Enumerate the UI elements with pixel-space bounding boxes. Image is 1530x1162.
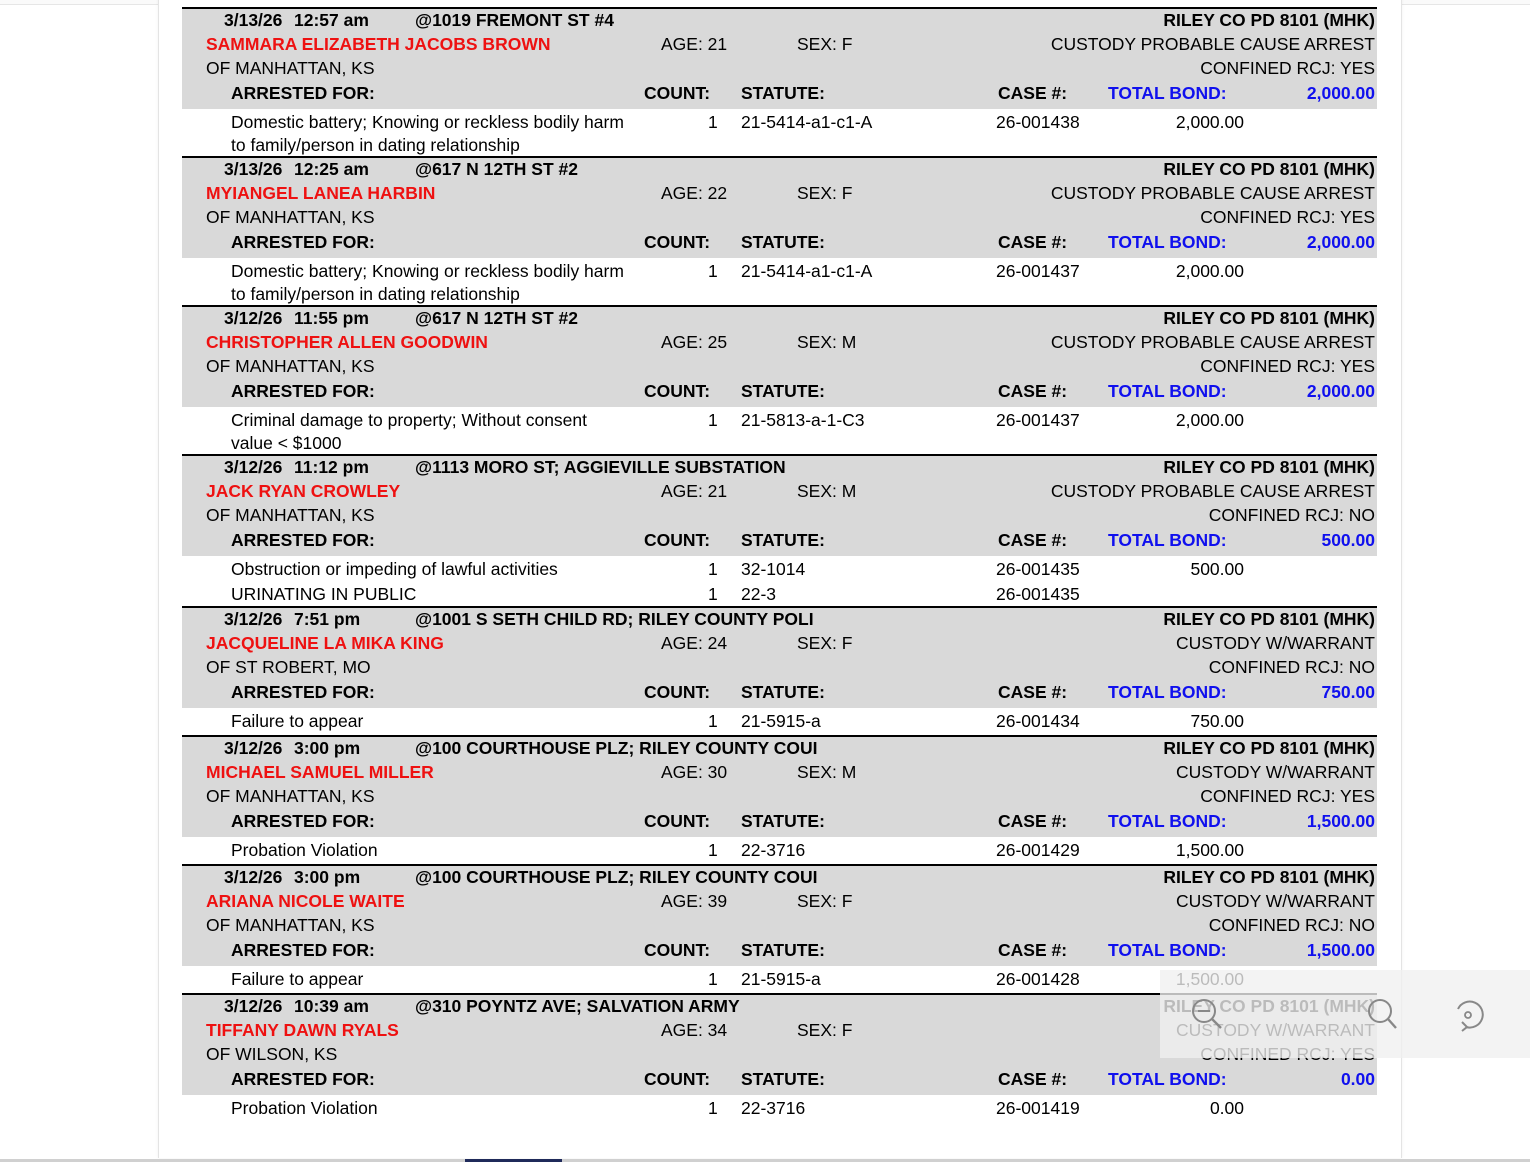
zoom-out-icon[interactable]	[1190, 997, 1224, 1031]
image-viewer-toolbar	[1160, 970, 1530, 1058]
count-header: COUNT:	[644, 811, 711, 831]
total-bond-header: TOTAL BOND:	[1108, 381, 1227, 401]
charge-description: Failure to appear	[231, 711, 364, 731]
arrested-for-header: ARRESTED FOR:	[231, 811, 375, 831]
custody-type: CUSTODY W/WARRANT	[1176, 891, 1375, 911]
statute-header: STATUTE:	[741, 682, 825, 702]
arrestee-sex: SEX: M	[797, 762, 857, 782]
statute-header: STATUTE:	[741, 940, 825, 960]
charge-statute: 22-3716	[741, 840, 806, 860]
arrestee-age: AGE: 30	[661, 762, 728, 782]
charge-statute: 21-5414-a1-c1-A	[741, 112, 873, 132]
charge-row	[182, 258, 1377, 304]
arrestee-age: AGE: 39	[661, 891, 728, 911]
charge-description: Failure to appear	[231, 969, 364, 989]
charges-list	[182, 708, 1377, 735]
charge-case-number: 26-001438	[996, 112, 1080, 132]
charge-bond: 500.00	[1190, 559, 1244, 579]
charge-statute: 22-3	[741, 584, 777, 604]
charge-count: 1	[708, 1098, 718, 1118]
total-bond-value: 2,000.00	[1306, 83, 1375, 103]
arrest-location: @1113 MORO ST; AGGIEVILLE SUBSTATION	[415, 457, 786, 477]
charges-list	[182, 556, 1377, 606]
charges-list	[182, 837, 1377, 864]
charge-row	[182, 407, 1377, 453]
arrested-for-header: ARRESTED FOR:	[231, 83, 375, 103]
charge-description: Domestic battery; Knowing or reckless bodily harm to family/person in dating relationship	[231, 261, 624, 304]
arrest-date: 3/12/26	[224, 308, 283, 328]
charge-count: 1	[708, 410, 718, 430]
arresting-agency: RILEY CO PD 8101 (MHK)	[1163, 609, 1375, 629]
arrest-date: 3/13/26	[224, 159, 283, 179]
confined-status: CONFINED RCJ: NO	[1208, 505, 1375, 525]
case-header: CASE #:	[998, 1069, 1068, 1089]
arrest-date: 3/12/26	[224, 609, 283, 629]
confined-status: CONFINED RCJ: YES	[1200, 58, 1375, 78]
arrested-for-header: ARRESTED FOR:	[231, 1069, 375, 1089]
arrestee-sex: SEX: F	[797, 1020, 853, 1040]
record-header	[182, 864, 1377, 966]
case-header: CASE #:	[998, 381, 1068, 401]
arrest-location: @617 N 12TH ST #2	[415, 308, 578, 328]
confined-status: CONFINED RCJ: NO	[1208, 657, 1375, 677]
count-header: COUNT:	[644, 232, 711, 252]
case-header: CASE #:	[998, 682, 1068, 702]
statute-header: STATUTE:	[741, 381, 825, 401]
charge-statute: 32-1014	[741, 559, 806, 579]
arrest-time: 3:00 pm	[294, 738, 361, 758]
arrest-date: 3/12/26	[224, 867, 283, 887]
arrest-time: 12:25 am	[294, 159, 369, 179]
arrestee-age: AGE: 22	[661, 183, 728, 203]
arrest-time: 3:00 pm	[294, 867, 361, 887]
statute-header: STATUTE:	[741, 232, 825, 252]
arrest-location: @1019 FREMONT ST #4	[415, 10, 614, 30]
arrested-for-header: ARRESTED FOR:	[231, 530, 375, 550]
total-bond-header: TOTAL BOND:	[1108, 83, 1227, 103]
charge-statute: 21-5915-a	[741, 711, 821, 731]
arrestee-residence: OF MANHATTAN, KS	[206, 58, 375, 78]
charge-bond: 2,000.00	[1175, 410, 1244, 430]
arrest-time: 10:39 am	[294, 996, 369, 1016]
rotate-icon[interactable]	[1450, 997, 1486, 1033]
arrestee-name: MICHAEL SAMUEL MILLER	[206, 762, 434, 782]
record-header	[182, 305, 1377, 407]
total-bond-header: TOTAL BOND:	[1108, 682, 1227, 702]
confined-status: CONFINED RCJ: YES	[1200, 786, 1375, 806]
arrestee-age: AGE: 34	[661, 1020, 728, 1040]
total-bond-value: 2,000.00	[1306, 381, 1375, 401]
arrest-date: 3/12/26	[224, 738, 283, 758]
charge-bond: 1,500.00	[1175, 840, 1244, 860]
arrest-record	[182, 735, 1377, 864]
arrestee-age: AGE: 21	[661, 481, 728, 501]
custody-type: CUSTODY W/WARRANT	[1176, 762, 1375, 782]
count-header: COUNT:	[644, 83, 711, 103]
charge-count: 1	[708, 559, 718, 579]
charge-case-number: 26-001428	[996, 969, 1080, 989]
charges-list	[182, 109, 1377, 156]
arrest-location: @310 POYNTZ AVE; SALVATION ARMY	[415, 996, 740, 1016]
charge-row	[182, 837, 1377, 862]
arrestee-name: SAMMARA ELIZABETH JACOBS BROWN	[206, 34, 551, 54]
arrestee-name: JACQUELINE LA MIKA KING	[206, 633, 444, 653]
record-header	[182, 735, 1377, 837]
confined-status: CONFINED RCJ: YES	[1200, 356, 1375, 376]
arrestee-residence: OF MANHATTAN, KS	[206, 207, 375, 227]
arrestee-sex: SEX: M	[797, 332, 857, 352]
charge-statute: 22-3716	[741, 1098, 806, 1118]
total-bond-value: 1,500.00	[1306, 940, 1375, 960]
charge-statute: 21-5813-a-1-C3	[741, 410, 865, 430]
case-header: CASE #:	[998, 232, 1068, 252]
count-header: COUNT:	[644, 940, 711, 960]
charge-description: Probation Violation	[231, 1098, 378, 1118]
arrested-for-header: ARRESTED FOR:	[231, 381, 375, 401]
arrest-record	[182, 454, 1377, 606]
charge-case-number: 26-001435	[996, 584, 1080, 604]
arrest-location: @617 N 12TH ST #2	[415, 159, 578, 179]
arrest-record	[182, 7, 1377, 156]
charge-description: Obstruction or impeding of lawful activities	[231, 559, 558, 579]
confined-status: CONFINED RCJ: NO	[1208, 915, 1375, 935]
arrested-for-header: ARRESTED FOR:	[231, 682, 375, 702]
custody-type: CUSTODY PROBABLE CAUSE ARREST	[1050, 481, 1375, 501]
arrestee-residence: OF MANHATTAN, KS	[206, 505, 375, 525]
total-bond-value: 500.00	[1321, 530, 1375, 550]
arrest-record	[182, 606, 1377, 735]
arrestee-residence: OF ST ROBERT, MO	[206, 657, 371, 677]
arrestee-residence: OF MANHATTAN, KS	[206, 786, 375, 806]
charge-bond: 2,000.00	[1175, 112, 1244, 132]
charges-list	[182, 1095, 1377, 1122]
arrest-location: @100 COURTHOUSE PLZ; RILEY COUNTY COUI	[415, 738, 818, 758]
charge-count: 1	[708, 840, 718, 860]
charge-description: Domestic battery; Knowing or reckless bodily harm to family/person in dating relationship	[231, 112, 624, 155]
arrest-time: 11:12 pm	[294, 457, 369, 477]
charge-bond: 750.00	[1190, 711, 1244, 731]
charge-case-number: 26-001429	[996, 840, 1080, 860]
arrest-date: 3/12/26	[224, 996, 283, 1016]
case-header: CASE #:	[998, 83, 1068, 103]
charge-count: 1	[708, 969, 718, 989]
arresting-agency: RILEY CO PD 8101 (MHK)	[1163, 738, 1375, 758]
arrest-location: @1001 S SETH CHILD RD; RILEY COUNTY POLI	[415, 609, 814, 629]
statute-header: STATUTE:	[741, 83, 825, 103]
charge-row	[182, 109, 1377, 155]
charge-description: Probation Violation	[231, 840, 378, 860]
charge-statute: 21-5915-a	[741, 969, 821, 989]
case-header: CASE #:	[998, 530, 1068, 550]
record-header	[182, 454, 1377, 556]
total-bond-value: 0.00	[1340, 1069, 1375, 1089]
charge-count: 1	[708, 112, 718, 132]
arrestee-residence: OF MANHATTAN, KS	[206, 915, 375, 935]
arrestee-age: AGE: 21	[661, 34, 728, 54]
total-bond-value: 1,500.00	[1306, 811, 1375, 831]
charges-list	[182, 258, 1377, 305]
charge-description: Criminal damage to property; Without consent value < $1000	[231, 410, 587, 453]
statute-header: STATUTE:	[741, 811, 825, 831]
arrestee-age: AGE: 25	[661, 332, 728, 352]
arrestee-sex: SEX: M	[797, 481, 857, 501]
charge-case-number: 26-001434	[996, 711, 1080, 731]
charge-case-number: 26-001435	[996, 559, 1080, 579]
arrestee-residence: OF WILSON, KS	[206, 1044, 338, 1064]
arresting-agency: RILEY CO PD 8101 (MHK)	[1163, 10, 1375, 30]
arrestee-sex: SEX: F	[797, 34, 853, 54]
total-bond-header: TOTAL BOND:	[1108, 232, 1227, 252]
arrestee-age: AGE: 24	[661, 633, 728, 653]
confined-status: CONFINED RCJ: YES	[1200, 207, 1375, 227]
arrestee-name: JACK RYAN CROWLEY	[206, 481, 401, 501]
count-header: COUNT:	[644, 682, 711, 702]
arrestee-name: MYIANGEL LANEA HARBIN	[206, 183, 436, 203]
custody-type: CUSTODY PROBABLE CAUSE ARREST	[1050, 332, 1375, 352]
arrest-record	[182, 156, 1377, 305]
charge-case-number: 26-001437	[996, 410, 1080, 430]
total-bond-value: 2,000.00	[1306, 232, 1375, 252]
arrestee-name: TIFFANY DAWN RYALS	[206, 1020, 399, 1040]
charge-case-number: 26-001437	[996, 261, 1080, 281]
charge-case-number: 26-001419	[996, 1098, 1080, 1118]
arrest-location: @100 COURTHOUSE PLZ; RILEY COUNTY COUI	[415, 867, 818, 887]
zoom-in-icon[interactable]	[1360, 997, 1400, 1031]
arrestee-sex: SEX: F	[797, 891, 853, 911]
arrestee-name: CHRISTOPHER ALLEN GOODWIN	[206, 332, 488, 352]
arrest-date: 3/12/26	[224, 457, 283, 477]
statute-header: STATUTE:	[741, 1069, 825, 1089]
count-header: COUNT:	[644, 381, 711, 401]
charge-bond: 0.00	[1209, 1098, 1244, 1118]
count-header: COUNT:	[644, 1069, 711, 1089]
case-header: CASE #:	[998, 811, 1068, 831]
arrest-time: 12:57 am	[294, 10, 369, 30]
charge-description: URINATING IN PUBLIC	[231, 584, 417, 604]
arrestee-residence: OF MANHATTAN, KS	[206, 356, 375, 376]
arrested-for-header: ARRESTED FOR:	[231, 232, 375, 252]
arresting-agency: RILEY CO PD 8101 (MHK)	[1163, 159, 1375, 179]
charges-list	[182, 407, 1377, 454]
arrestee-sex: SEX: F	[797, 183, 853, 203]
charge-row	[182, 708, 1377, 733]
arrest-time: 11:55 pm	[294, 308, 369, 328]
arrest-time: 7:51 pm	[294, 609, 361, 629]
statute-header: STATUTE:	[741, 530, 825, 550]
total-bond-header: TOTAL BOND:	[1108, 530, 1227, 550]
count-header: COUNT:	[644, 530, 711, 550]
total-bond-header: TOTAL BOND:	[1108, 811, 1227, 831]
total-bond-header: TOTAL BOND:	[1108, 940, 1227, 960]
record-header	[182, 606, 1377, 708]
arrestee-sex: SEX: F	[797, 633, 853, 653]
charge-bond: 2,000.00	[1175, 261, 1244, 281]
record-header	[182, 7, 1377, 109]
charge-count: 1	[708, 711, 718, 731]
charge-count: 1	[708, 261, 718, 281]
charge-count: 1	[708, 584, 718, 604]
arrest-date: 3/13/26	[224, 10, 283, 30]
arrest-records-list	[182, 7, 1377, 1122]
case-header: CASE #:	[998, 940, 1068, 960]
custody-type: CUSTODY PROBABLE CAUSE ARREST	[1050, 183, 1375, 203]
record-header	[182, 156, 1377, 258]
total-bond-value: 750.00	[1321, 682, 1375, 702]
custody-type: CUSTODY W/WARRANT	[1176, 633, 1375, 653]
charge-statute: 21-5414-a1-c1-A	[741, 261, 873, 281]
arrest-record	[182, 305, 1377, 454]
arresting-agency: RILEY CO PD 8101 (MHK)	[1163, 867, 1375, 887]
arrestee-name: ARIANA NICOLE WAITE	[206, 891, 405, 911]
charge-row	[182, 1095, 1377, 1120]
custody-type: CUSTODY PROBABLE CAUSE ARREST	[1050, 34, 1375, 54]
arresting-agency: RILEY CO PD 8101 (MHK)	[1163, 308, 1375, 328]
arrested-for-header: ARRESTED FOR:	[231, 940, 375, 960]
charge-row	[182, 556, 1377, 581]
charge-row	[182, 581, 1377, 606]
arresting-agency: RILEY CO PD 8101 (MHK)	[1163, 457, 1375, 477]
total-bond-header: TOTAL BOND:	[1108, 1069, 1227, 1089]
